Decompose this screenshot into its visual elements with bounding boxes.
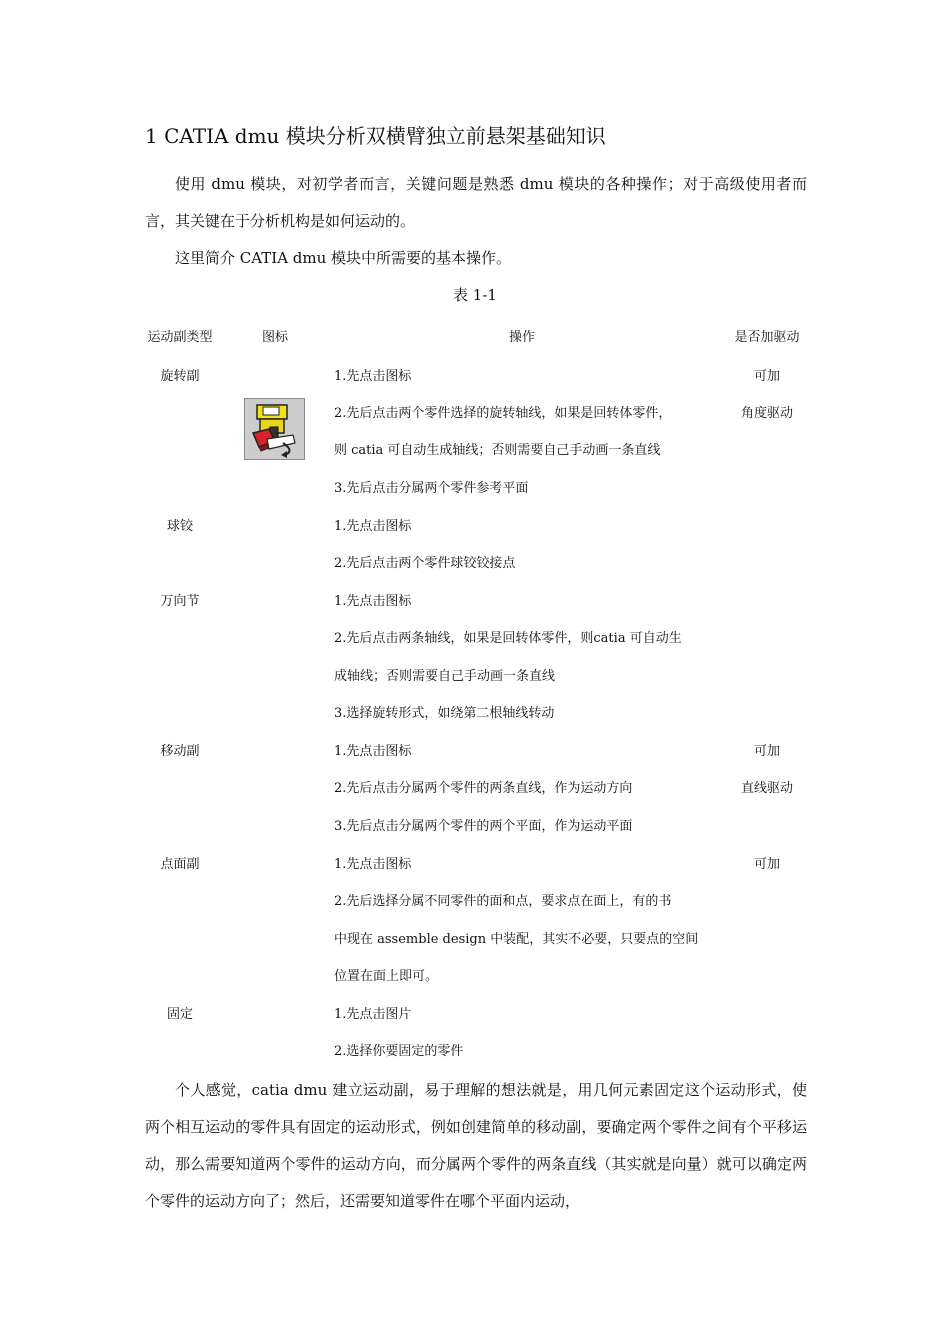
row-op: 1.先点击图标 (334, 744, 412, 759)
row-op: 位置在面上即可。 (334, 969, 439, 984)
row-op: 成轴线；否则需要自己手动画一条直线 (334, 669, 556, 684)
header-drive: 是否加驱动 (734, 330, 800, 345)
row-drive: 可加 (753, 744, 780, 759)
row-drive: 直线驱动 (740, 781, 793, 796)
row-type-ball-joint: 球铰 (166, 519, 193, 534)
row-op: 1.先点击图标 (334, 519, 412, 534)
table-caption: 表 1-1 (453, 286, 497, 304)
header-icon: 图标 (261, 330, 288, 345)
closing-paragraph: 个人感觉，catia dmu 建立运动副，易于理解的想法就是，用几何元素固定这个运动形式，使两个相互运动的零件具有固定的运动形式，例如创建简单的移动副，要确定两个零件之间有个平移运动，那么需要知道两个零件的运动方向，而分属两个零件的两条直线（其实就是向量）就可以确定两个零件的运动方向了；然后，还需要知道零件在哪个平面内运动， (145, 1081, 807, 1210)
row-op: 3.先后点击分属两个零件的两个平面，作为运动平面 (334, 819, 633, 834)
row-op: 1.先点击图标 (334, 369, 412, 384)
row-op: 1.先点击图标 (334, 857, 412, 872)
row-op: 3.选择旋转形式，如绕第二根轴线转动 (334, 706, 555, 721)
row-type-revolute: 旋转副 (160, 369, 200, 384)
row-op: 2.先后点击两个零件选择的旋转轴线，如果是回转体零件， (334, 406, 672, 421)
row-op: 2.先后选择分属不同零件的面和点，要求点在面上，有的书 (334, 894, 672, 909)
row-op: 2.选择你要固定的零件 (334, 1044, 464, 1059)
row-drive: 可加 (753, 369, 780, 384)
row-type-point-surface: 点面副 (160, 857, 200, 872)
row-op: 1.先点击图片 (334, 1007, 412, 1022)
row-op: 1.先点击图标 (334, 594, 412, 609)
row-op: 则 catia 可自动生成轴线；否则需要自己手动画一条直线 (334, 443, 661, 458)
row-drive: 角度驱动 (740, 406, 793, 421)
revolute-joint-icon (244, 398, 305, 460)
row-type-fixed: 固定 (166, 1007, 193, 1022)
row-op: 中现在 assemble design 中装配，其实不必要，只要点的空间 (334, 932, 699, 947)
section-heading: 1 CATIA dmu 模块分析双横臂独立前悬架基础知识 (145, 124, 606, 148)
row-op: 3.先后点击分属两个零件参考平面 (334, 481, 529, 496)
row-type-prismatic: 移动副 (160, 744, 200, 759)
row-type-universal-joint: 万向节 (160, 594, 200, 609)
header-joint-type: 运动副类型 (147, 330, 213, 345)
row-drive: 可加 (753, 857, 780, 872)
row-op: 2.先后点击两个零件球铰铰接点 (334, 556, 516, 571)
revolute-joint-icon-graphic (245, 399, 304, 459)
intro-paragraph-2: 这里简介 CATIA dmu 模块中所需要的基本操作。 (175, 249, 512, 267)
row-op: 2.先后点击两条轴线，如果是回转体零件，则catia 可自动生 (334, 631, 682, 646)
header-operation: 操作 (508, 330, 535, 345)
row-op: 2.先后点击分属两个零件的两条直线，作为运动方向 (334, 781, 633, 796)
intro-paragraph-1: 使用 dmu 模块，对初学者而言，关键问题是熟悉 dmu 模块的各种操作；对于高级使用者而言，其关键在于分析机构是如何运动的。 (145, 175, 807, 230)
